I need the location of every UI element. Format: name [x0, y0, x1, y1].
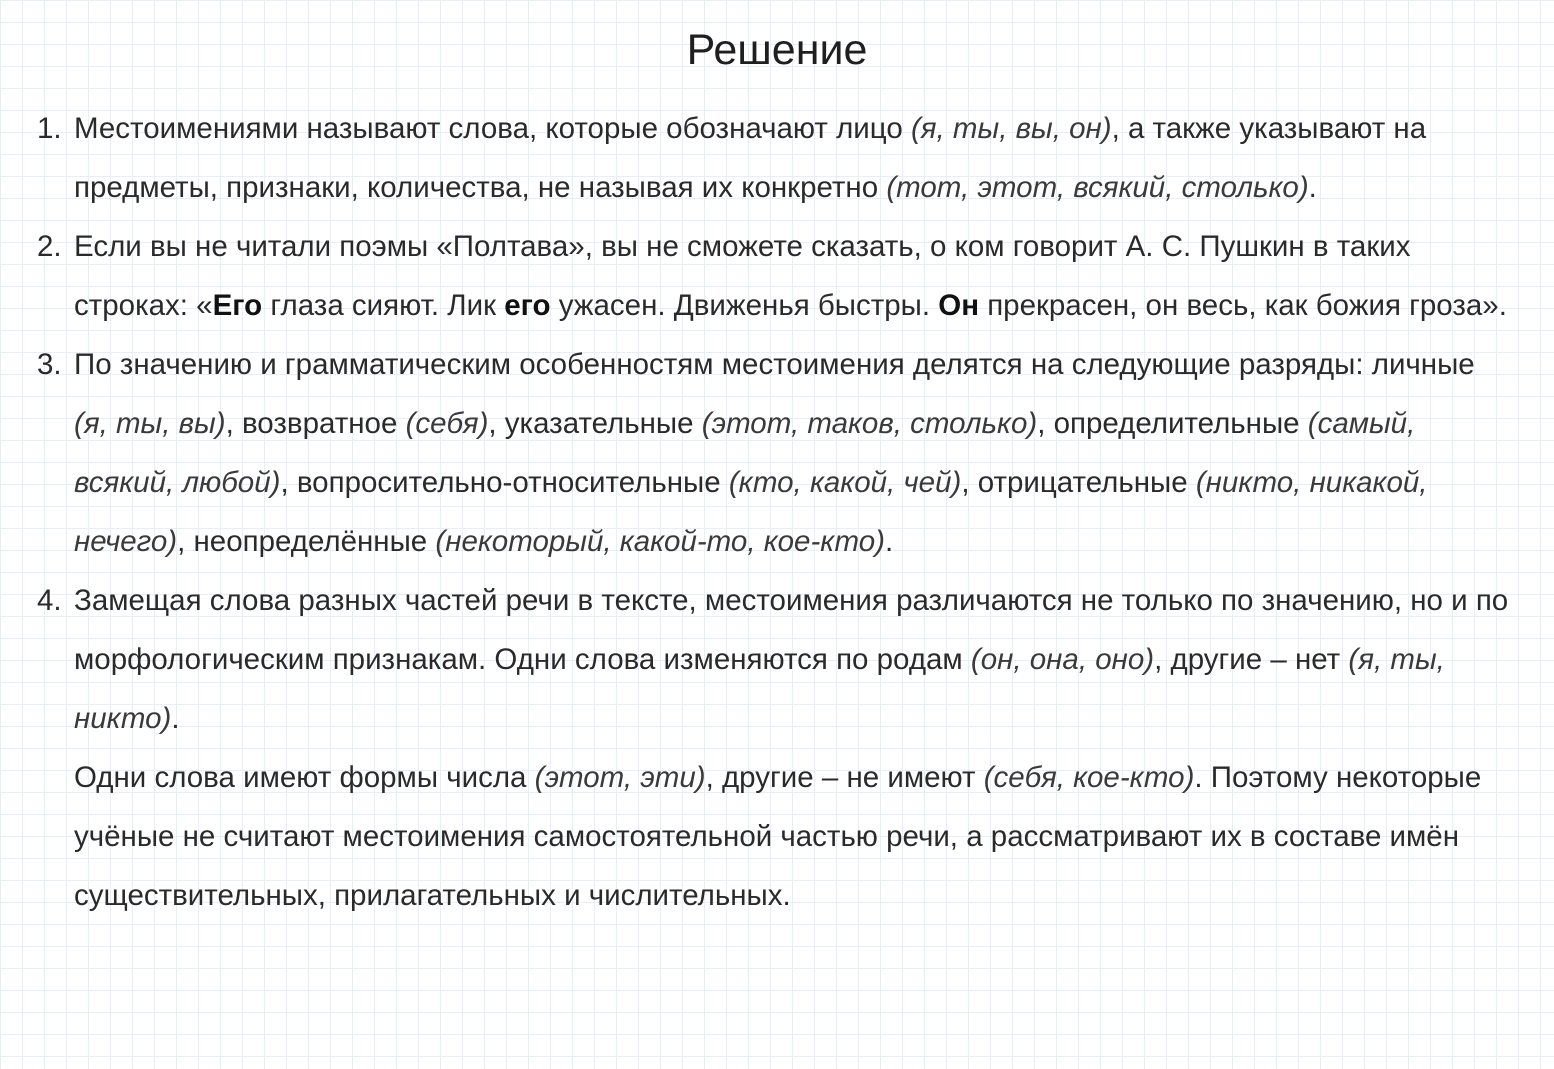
- example-words: (некоторый, какой-то, кое-кто): [435, 525, 886, 558]
- item-text: Одни слова имеют формы числа: [74, 761, 535, 794]
- example-words: (я, ты, вы, он): [910, 112, 1112, 145]
- solution-list: [0, 99, 1554, 925]
- item-text: .: [1308, 171, 1317, 204]
- example-words: (себя): [405, 407, 489, 440]
- example-words: (этот, эти): [534, 761, 706, 794]
- example-words: (никто, никакой, нечего): [74, 466, 1428, 558]
- item-paragraph: [74, 748, 1514, 925]
- item-text: , возвратное: [225, 407, 406, 440]
- highlighted-pronoun: Его: [212, 289, 263, 322]
- item-text: .: [171, 702, 180, 735]
- item-text: , определительные: [1037, 407, 1308, 440]
- item-text: , отрицательные: [961, 466, 1196, 499]
- item-paragraph: [74, 99, 1514, 217]
- item-number: 3.: [37, 348, 62, 381]
- item-text: ужасен. Движенья быстры.: [550, 289, 939, 322]
- item-text: Замещая слова разных частей речи в тексте, местоимения различаются не только по значению, но и по морфологическим признакам. Одни слова изменяются по родам: [74, 584, 1509, 676]
- item-text: , другие – не имеют: [705, 761, 984, 794]
- highlighted-pronoun: Он: [938, 289, 980, 322]
- item-text: , неопределённые: [177, 525, 436, 558]
- highlighted-pronoun: его: [504, 289, 551, 322]
- example-words: (себя, кое-кто): [983, 761, 1195, 794]
- example-words: (он, она, оно): [970, 643, 1155, 676]
- item-text: прекрасен, он весь, как божия гроза».: [979, 289, 1507, 322]
- item-text: , указательные: [488, 407, 702, 440]
- example-words: (тот, этот, всякий, столько): [886, 171, 1309, 204]
- item-paragraph: [74, 571, 1514, 748]
- page-title: Решение: [686, 26, 868, 74]
- item-number: 1.: [37, 112, 62, 145]
- item-text: . Поэтому некоторые учёные не считают местоимения самостоятельной частью речи, а рассматривают их в составе имён существительных, прилагательных и числительных.: [74, 761, 1482, 912]
- item-text: , а также указывают на предметы, признаки, количества, не называя их конкретно: [74, 112, 1427, 204]
- item-paragraph: [74, 217, 1514, 335]
- list-item-3: [0, 335, 1554, 571]
- item-paragraph: [74, 335, 1514, 571]
- list-item-1: [0, 99, 1554, 217]
- list-item-4: [0, 571, 1554, 925]
- example-words: (самый, всякий, любой): [74, 407, 1416, 499]
- item-text: глаза сияют. Лик: [262, 289, 505, 322]
- example-words: (я, ты, вы): [74, 407, 226, 440]
- item-text: .: [885, 525, 894, 558]
- item-number: 2.: [37, 230, 62, 263]
- item-text: Местоимениями называют слова, которые обозначают лицо: [74, 112, 911, 145]
- example-words: (я, ты, никто): [74, 643, 1445, 735]
- example-words: (этот, таков, столько): [701, 407, 1038, 440]
- item-text: По значению и грамматическим особенностям местоимения делятся на следующие разряды: личные: [74, 348, 1475, 381]
- item-text: , вопросительно-относительные: [280, 466, 729, 499]
- list-item-2: [0, 217, 1554, 335]
- example-words: (кто, какой, чей): [728, 466, 962, 499]
- item-number: 4.: [37, 584, 62, 617]
- item-text: , другие – нет: [1154, 643, 1349, 676]
- item-text: Если вы не читали поэмы «Полтава», вы не сможете сказать, о ком говорит А. С. Пушкин в таких строках: «: [74, 230, 1411, 322]
